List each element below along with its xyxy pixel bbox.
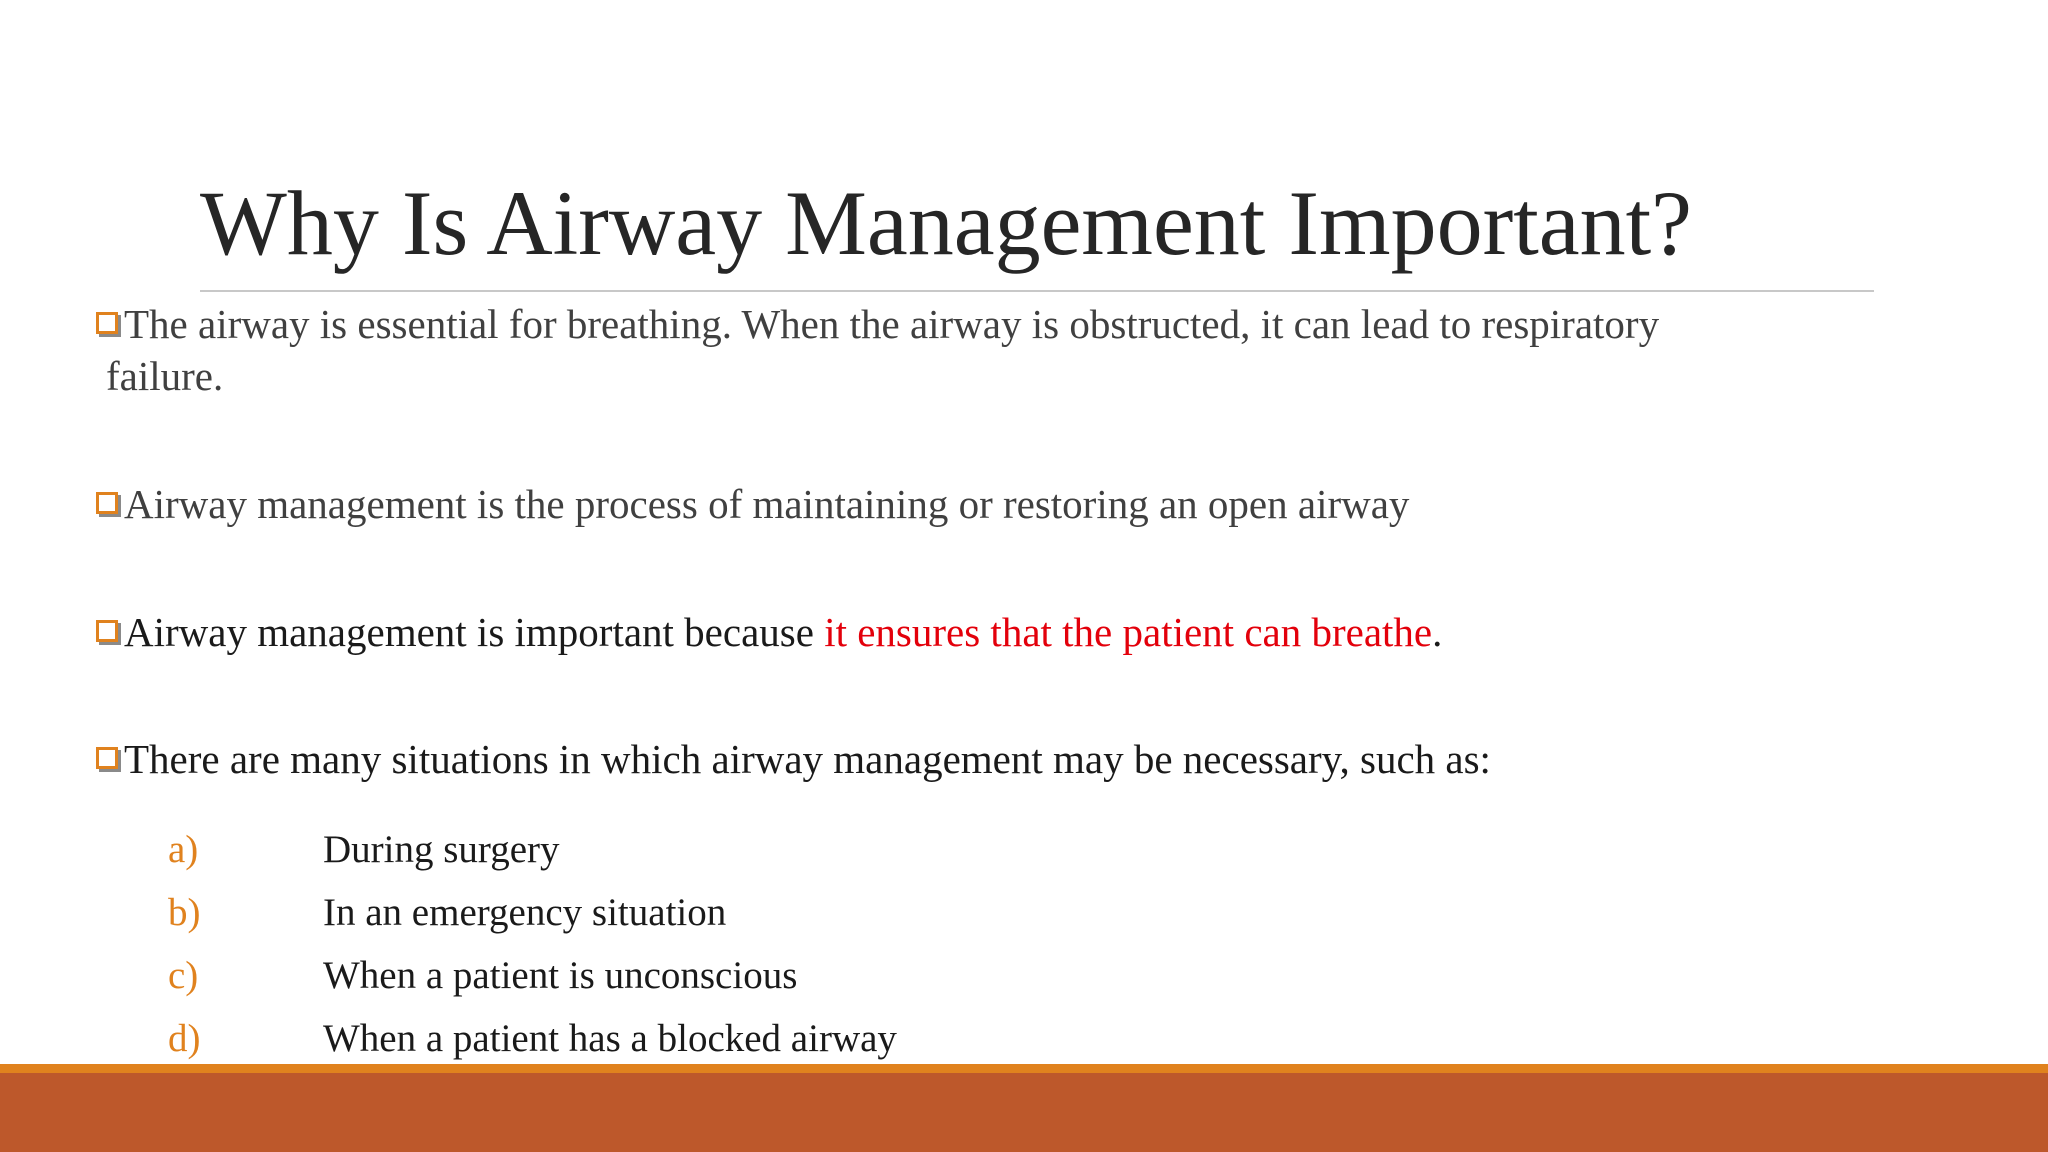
list-item-text: When a patient is unconscious (323, 954, 798, 997)
bullet-text: Airway management is the process of maintaining or restoring an open airway (124, 481, 1410, 527)
list-marker: c) (168, 954, 199, 997)
checkbox-bullet-icon (96, 312, 118, 334)
checkbox-bullet-icon (96, 492, 118, 514)
list-item (168, 881, 897, 944)
slide-title: Why Is Airway Management Important? (200, 172, 1692, 274)
list-marker: d) (168, 1017, 201, 1060)
list-marker: b) (168, 891, 201, 934)
bullet-item-situations (96, 733, 1956, 785)
bullet-text-highlight: it ensures that the patient can breathe (824, 609, 1433, 655)
situations-list (168, 818, 897, 1070)
bullet-text-prefix: Airway management is important because (124, 609, 825, 655)
bullet-item-airway-essential (96, 298, 1956, 402)
bullet-item-airway-importance (96, 606, 1956, 658)
footer-band (0, 1073, 2048, 1152)
bullet-text-suffix: . (1432, 609, 1443, 655)
list-item-text: When a patient has a blocked airway (323, 1017, 897, 1060)
bullet-text-line-2: failure. (106, 353, 224, 399)
list-item (168, 818, 897, 881)
checkbox-bullet-icon (96, 747, 118, 769)
bullet-text-line-1: The airway is essential for breathing. When the airway is obstructed, it can lead to respiratory (124, 301, 1660, 347)
title-divider (200, 290, 1874, 292)
list-item-text: During surgery (323, 828, 560, 871)
checkbox-bullet-icon (96, 620, 118, 642)
bullet-text: There are many situations in which airway management may be necessary, such as: (124, 736, 1491, 782)
list-item (168, 944, 897, 1007)
list-item-text: In an emergency situation (323, 891, 727, 934)
list-item (168, 1007, 897, 1070)
bullet-item-airway-management-process (96, 478, 1956, 530)
list-marker: a) (168, 828, 199, 871)
footer-accent-line (0, 1064, 2048, 1073)
